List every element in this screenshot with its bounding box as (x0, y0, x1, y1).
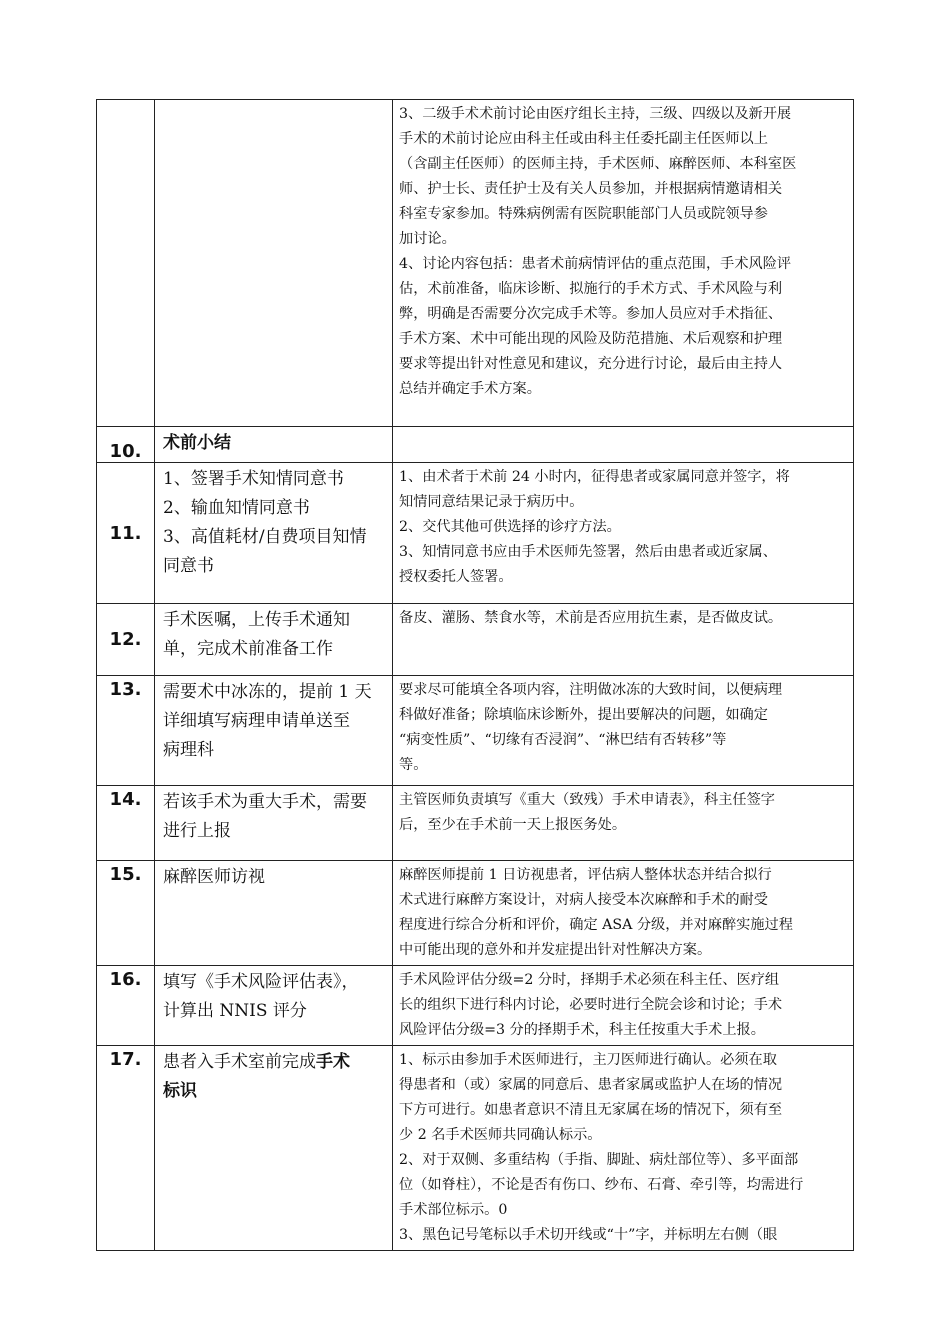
row-item (155, 966, 393, 1046)
desc-line: 1、由术者于术前 24 小时内，征得患者或家属同意并签字，将 (399, 469, 790, 485)
desc-line: 3、黑色记号笔标以手术切开线或“十”字，并标明左右侧（眼 (399, 1227, 778, 1243)
desc-line: 手术的术前讨论应由科主任或由科主任委托副主任医师以上 (399, 131, 768, 147)
desc-line: 术式进行麻醉方案设计，对病人接受本次麻醉和手术的耐受 (399, 892, 768, 908)
item-line: 手术医嘱，上传手术通知 (163, 610, 350, 630)
desc-line: 手术方案、术中可能出现的风险及防范措施、术后观察和护理 (399, 331, 783, 347)
desc-line: 知情同意结果记录于病历中。 (399, 494, 584, 510)
table-row (97, 463, 854, 604)
table-row (97, 861, 854, 966)
desc-line: 3、二级手术术前讨论由医疗组长主持，三级、四级以及新开展 (399, 106, 792, 122)
row-description (393, 604, 854, 676)
desc-line: 麻醉医师提前 1 日访视患者，评估病人整体状态并结合拟行 (399, 867, 772, 883)
desc-line: 师、护士长、责任护士及有关人员参加，并根据病情邀请相关 (399, 181, 783, 197)
desc-line: 中可能出现的意外和并发症提出针对性解决方案。 (399, 942, 712, 958)
item-line: 1、签署手术知情同意书 (163, 469, 344, 489)
row-description (393, 463, 854, 604)
desc-line: 主管医师负责填写《重大（致残）手术申请表》，科主任签字 (399, 792, 775, 808)
row-item (155, 1046, 393, 1251)
desc-line: 要求尽可能填全各项内容，注明做冰冻的大致时间，以便病理 (399, 682, 783, 698)
desc-line: （含副主任医师）的医师主持，手术医师、麻醉医师、本科室医 (399, 156, 797, 172)
row-item (155, 604, 393, 676)
item-bold-text: 手术 (316, 1052, 350, 1072)
desc-line: 1、标示由参加手术医师进行，主刀医师进行确认。必须在取 (399, 1052, 777, 1068)
table-row (97, 427, 854, 463)
item-line: 单，完成术前准备工作 (163, 639, 333, 659)
row-item (155, 463, 393, 604)
desc-line: 后，至少在手术前一天上报医务处。 (399, 817, 627, 833)
table-row (97, 604, 854, 676)
desc-line: 2、对于双侧、多重结构（手指、脚趾、病灶部位等）、多平面部 (399, 1152, 799, 1168)
desc-line: 位（如脊柱），不论是否有伤口、纱布、石膏、牵引等，均需进行 (399, 1177, 804, 1193)
item-line: 2、输血知情同意书 (163, 498, 310, 518)
row-number: 17. (97, 1046, 155, 1251)
item-line: 详细填写病理申请单送至 (163, 711, 350, 731)
table-row (97, 676, 854, 786)
row-number: 12. (97, 604, 155, 676)
table-row (97, 786, 854, 861)
row-number: 11. (97, 463, 155, 604)
row-item (155, 676, 393, 786)
row-description (393, 427, 854, 463)
item-line: 同意书 (163, 556, 214, 576)
item-line: 进行上报 (163, 821, 231, 841)
desc-line: 等。 (399, 757, 428, 773)
item-line: 麻醉医师访视 (163, 867, 265, 887)
row-item (155, 786, 393, 861)
desc-line: 科做好准备；除填临床诊断外，提出要解决的问题，如确定 (399, 707, 768, 723)
item-line: 3、高值耗材/自费项目知情 (163, 527, 367, 547)
desc-line: 要求等提出针对性意见和建议，充分进行讨论，最后由主持人 (399, 356, 783, 372)
row-number: 16. (97, 966, 155, 1046)
desc-line: 得患者和（或）家属的同意后、患者家属或监护人在场的情况 (399, 1077, 783, 1093)
procedure-table (96, 99, 854, 1251)
desc-line: 3、知情同意书应由手术医师先签署，然后由患者或近家属、 (399, 544, 777, 560)
row-item (155, 861, 393, 966)
item-line: 需要术中冰冻的，提前 1 天 (163, 682, 372, 702)
desc-line: 估，术前准备，临床诊断、拟施行的手术方式、手术风险与利 (399, 281, 783, 297)
desc-line: 长的组织下进行科内讨论，必要时进行全院会诊和讨论；手术 (399, 997, 783, 1013)
item-line: 若该手术为重大手术，需要 (163, 792, 367, 812)
desc-line: 下方可进行。如患者意识不清且无家属在场的情况下，须有至 (399, 1102, 783, 1118)
row-description (393, 1046, 854, 1251)
desc-line: 加讨论。 (399, 231, 456, 247)
desc-line: 科室专家参加。特殊病例需有医院职能部门人员或院领导参 (399, 206, 768, 222)
desc-line: 弊，明确是否需要分次完成手术等。参加人员应对手术指征、 (399, 306, 783, 322)
row-item (155, 100, 393, 427)
row-number (97, 100, 155, 427)
desc-line: 手术风险评估分级=2 分时，择期手术必须在科主任、医疗组 (399, 972, 780, 988)
row-description (393, 786, 854, 861)
desc-line: 手术部位标示。0 (399, 1202, 508, 1218)
desc-line: 程度进行综合分析和评价，确定 ASA 分级，并对麻醉实施过程 (399, 917, 793, 933)
row-number: 10. (97, 427, 155, 463)
item-text: 患者入手术室前完成 (163, 1052, 316, 1072)
item-line: 计算出 NNIS 评分 (163, 1001, 307, 1021)
row-description (393, 861, 854, 966)
row-number: 15. (97, 861, 155, 966)
desc-line: 授权委托人签署。 (399, 569, 513, 585)
item-line: 病理科 (163, 740, 214, 760)
row-description (393, 100, 854, 427)
desc-line: 总结并确定手术方案。 (399, 381, 541, 397)
desc-line: 备皮、灌肠、禁食水等，术前是否应用抗生素，是否做皮试。 (399, 610, 783, 626)
row-number: 13. (97, 676, 155, 786)
row-item (155, 427, 393, 463)
desc-line: 2、交代其他可供选择的诊疗方法。 (399, 519, 621, 535)
row-description (393, 966, 854, 1046)
desc-line: “病变性质”、“切缘有否浸润”、“淋巴结有否转移”等 (399, 732, 727, 748)
table-row (97, 1046, 854, 1251)
row-item-title: 术前小结 (163, 433, 231, 453)
row-number: 14. (97, 786, 155, 861)
table-row (97, 966, 854, 1046)
row-description (393, 676, 854, 786)
desc-line: 风险评估分级=3 分的择期手术，科主任按重大手术上报。 (399, 1022, 765, 1038)
desc-line: 少 2 名手术医师共同确认标示。 (399, 1127, 602, 1143)
item-line: 填写《手术风险评估表》， (163, 972, 359, 992)
desc-line: 4、讨论内容包括：患者术前病情评估的重点范围，手术风险评 (399, 256, 792, 272)
table-row (97, 100, 854, 427)
item-bold-text: 标识 (163, 1081, 197, 1101)
